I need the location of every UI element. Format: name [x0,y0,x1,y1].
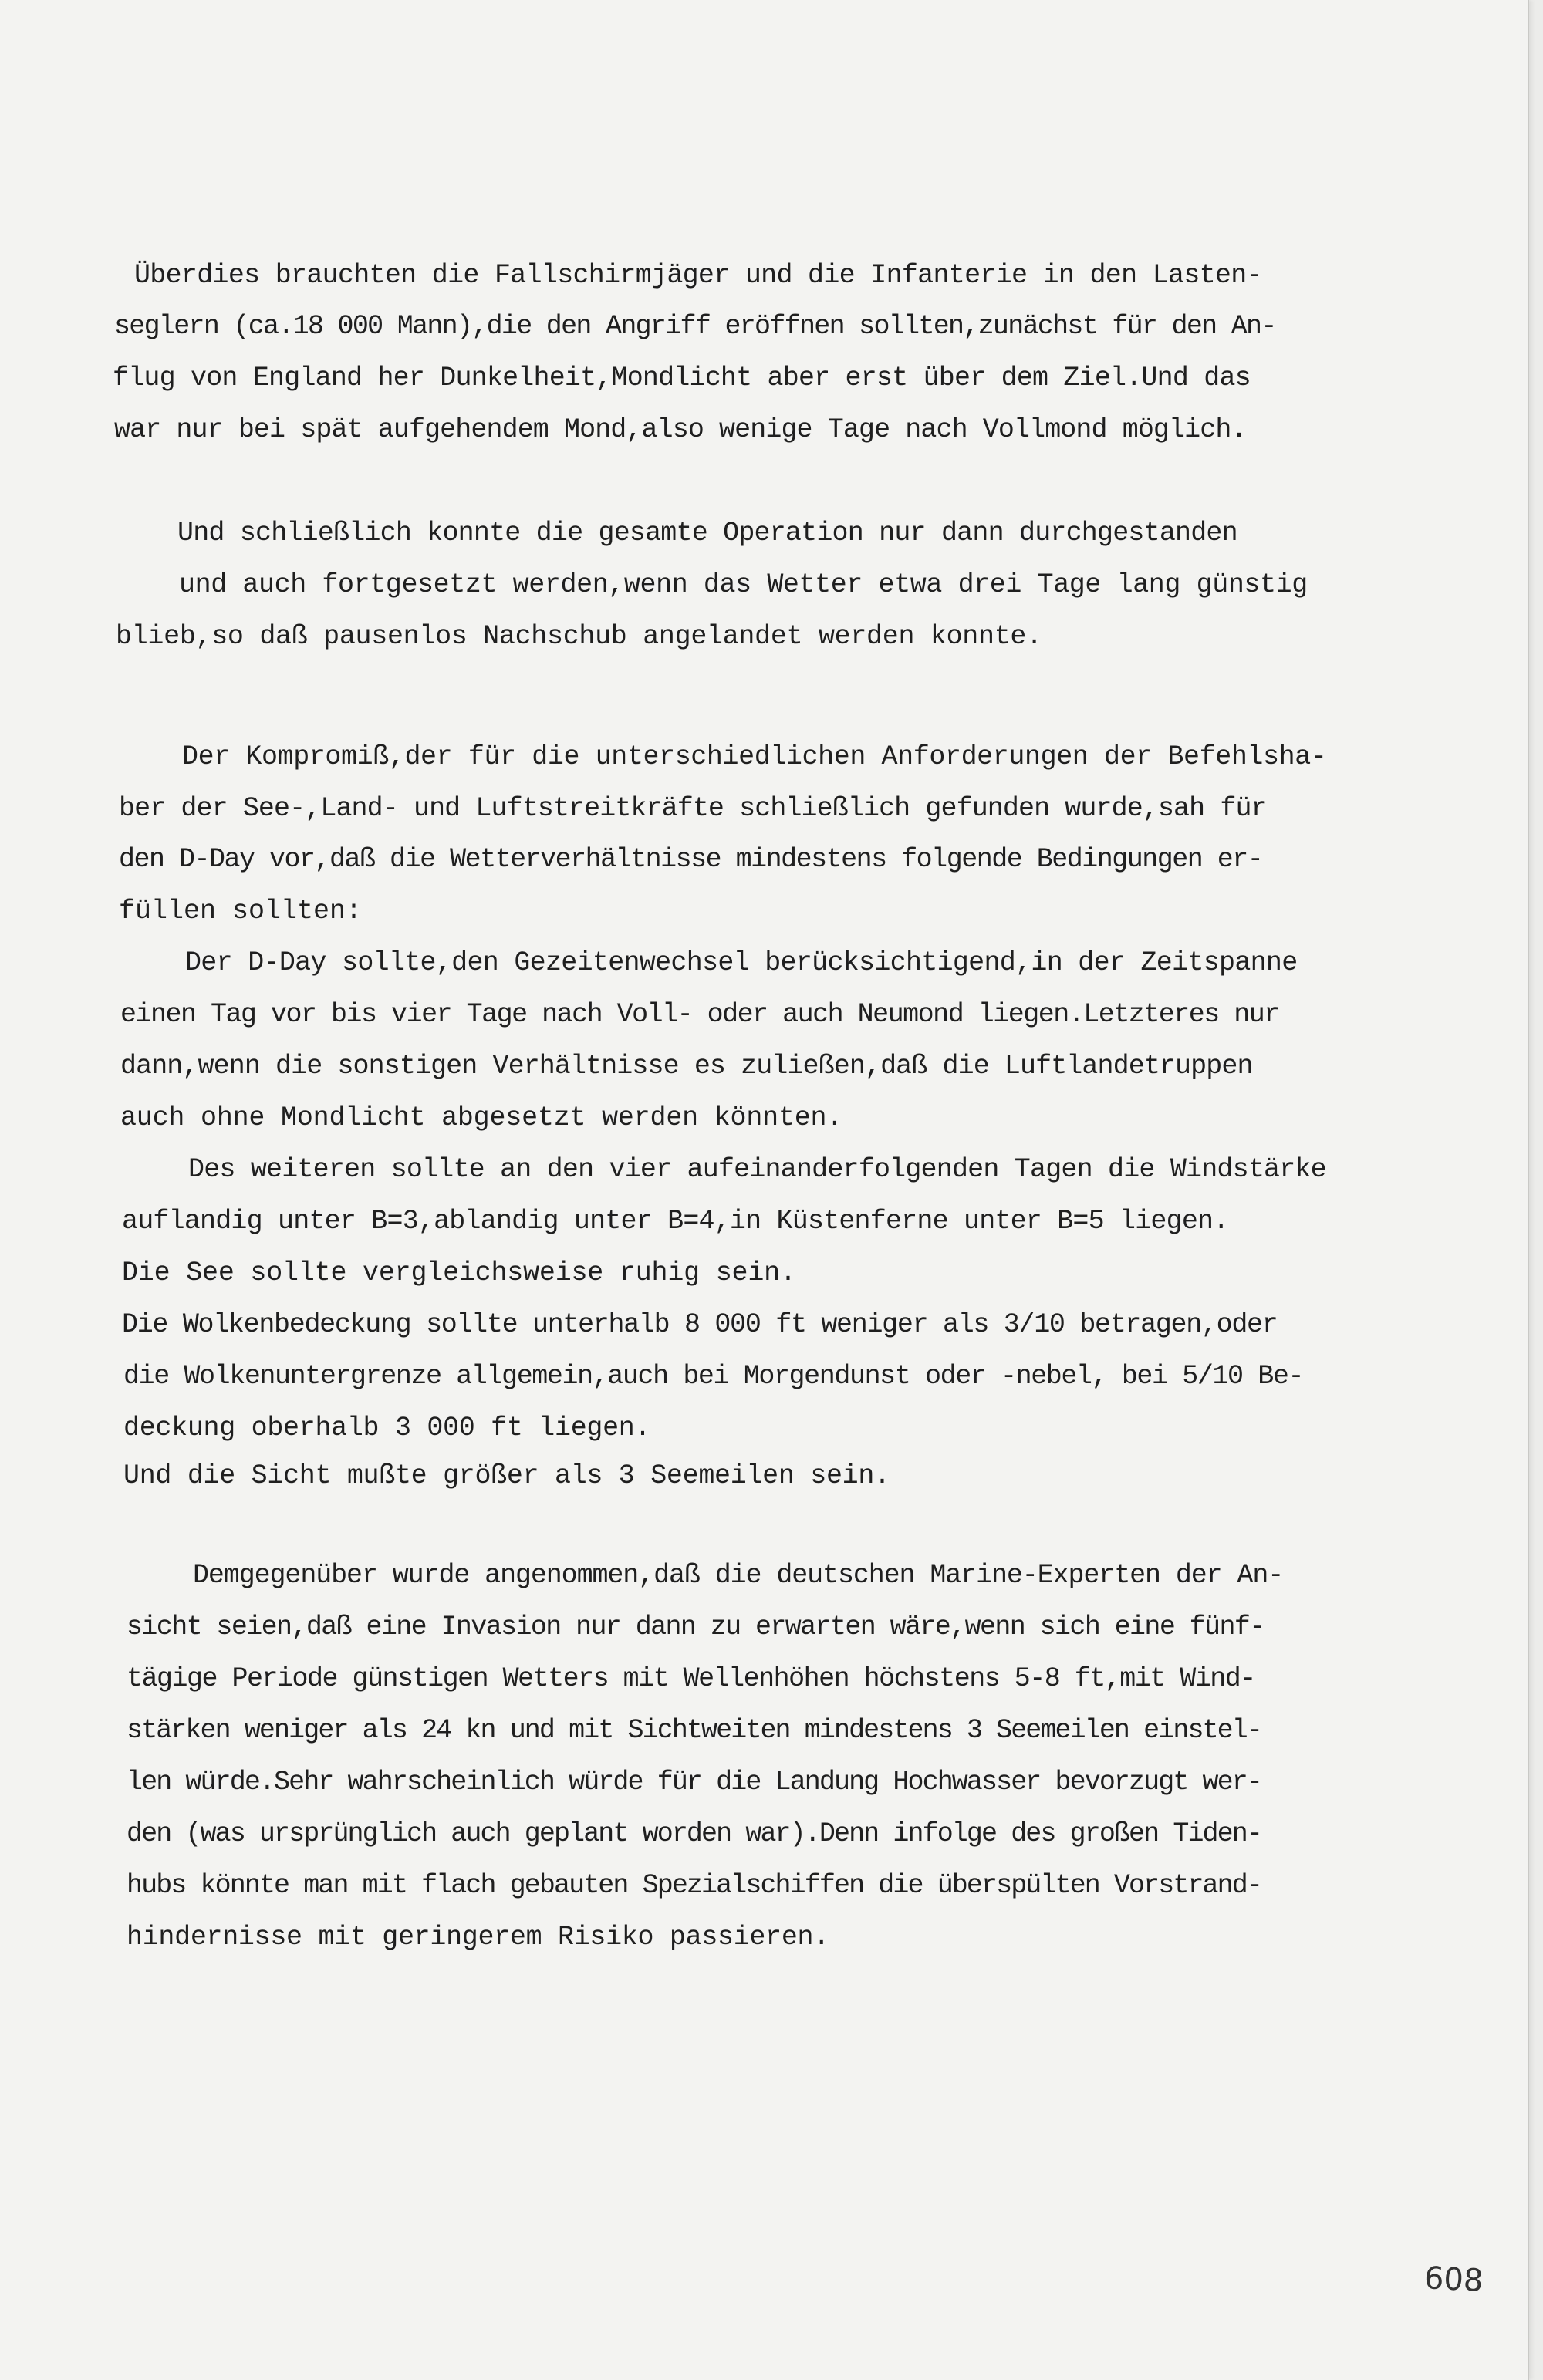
page-number: 608 [1423,2260,1484,2299]
text-line: den D-Day vor,daß die Wetterverhältnisse mindestens folgende Bedingungen er- [119,844,1263,875]
text-line: Der D-Day sollte,den Gezeitenwechsel berücksichtigend,in der Zeitspanne [185,947,1298,978]
text-line: stärken weniger als 24 kn und mit Sichtweiten mindestens 3 Seemeilen einstel- [127,1715,1261,1746]
text-line: blieb,so daß pausenlos Nachschub angelandet werden konnte. [116,621,1042,652]
text-line: len würde.Sehr wahrscheinlich würde für die Landung Hochwasser bevorzugt wer- [127,1767,1261,1798]
text-line: war nur bei spät aufgehendem Mond,also wenige Tage nach Vollmond möglich. [114,414,1247,445]
text-line: Die See sollte vergleichsweise ruhig sein. [122,1258,796,1288]
text-line: Und die Sicht mußte größer als 3 Seemeilen sein. [123,1460,890,1491]
text-line: sicht seien,daß eine Invasion nur dann zu erwarten wäre,wenn sich eine fünf- [127,1612,1264,1642]
text-line: Der Kompromiß,der für die unterschiedlichen Anforderungen der Befehlsha- [182,741,1327,772]
text-line: Überdies brauchten die Fallschirmjäger und die Infanterie in den Lasten- [134,260,1262,291]
text-line: auflandig unter B=3,ablandig unter B=4,in Küstenferne unter B=5 liegen. [122,1206,1229,1237]
text-line: und auch fortgesetzt werden,wenn das Wetter etwa drei Tage lang günstig [179,569,1308,600]
text-line: die Wolkenuntergrenze allgemein,auch bei Morgendunst oder -nebel, bei 5/10 Be- [123,1361,1304,1392]
text-line: flug von England her Dunkelheit,Mondlicht aber erst über dem Ziel.Und das [113,363,1251,393]
text-line: hubs könnte man mit flach gebauten Spezialschiffen die überspülten Vorstrand- [127,1870,1261,1901]
text-line: Demgegenüber wurde angenommen,daß die deutschen Marine-Experten der An- [193,1560,1284,1591]
text-line: Des weiteren sollte an den vier aufeinanderfolgenden Tagen die Windstärke [188,1154,1326,1185]
text-line: auch ohne Mondlicht abgesetzt werden könnten. [120,1102,843,1133]
text-line: dann,wenn die sonstigen Verhältnisse es zuließen,daß die Luftlandetruppen [120,1051,1253,1082]
text-line: tägige Periode günstigen Wetters mit Wellenhöhen höchstens 5-8 ft,mit Wind- [127,1663,1255,1694]
text-line: deckung oberhalb 3 000 ft liegen. [123,1413,651,1443]
text-line: einen Tag vor bis vier Tage nach Voll- oder auch Neumond liegen.Letzteres nur [120,999,1279,1030]
text-line: ber der See-,Land- und Luftstreitkräfte schließlich gefunden wurde,sah für [119,793,1267,824]
text-line: Und schließlich konnte die gesamte Operation nur dann durchgestanden [177,518,1237,549]
text-line: Die Wolkenbedeckung sollte unterhalb 8 000 ft weniger als 3/10 betragen,oder [122,1309,1278,1340]
text-line: den (was ursprünglich auch geplant worden war).Denn infolge des großen Tiden- [127,1818,1261,1849]
text-line: seglern (ca.18 000 Mann),die den Angriff eröffnen sollten,zunächst für den An- [114,311,1276,342]
text-line: füllen sollten: [119,896,363,927]
text-line: hindernisse mit geringerem Risiko passieren. [127,1922,829,1953]
